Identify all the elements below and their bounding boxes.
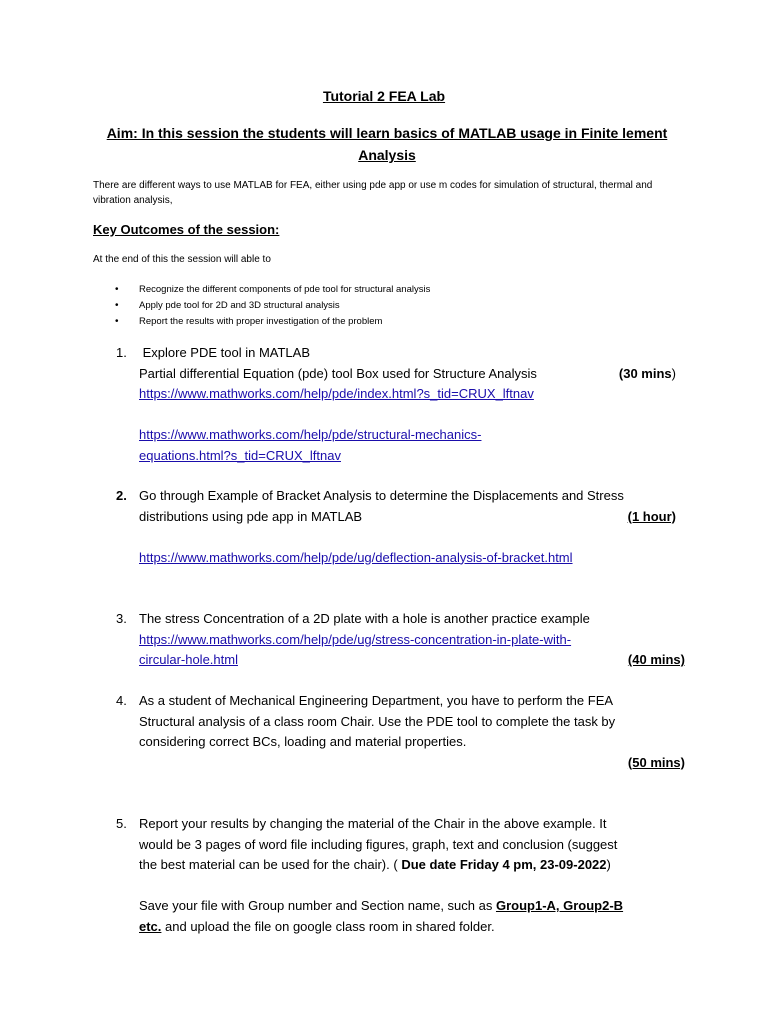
task-duration: (50 mins) bbox=[627, 754, 685, 770]
outcomes-intro-line: At the end of this the session will able to bbox=[93, 254, 271, 265]
task-line: Structural analysis of a class room Chair. Use the PDE tool to complete the task by bbox=[139, 713, 616, 729]
save-instructions: Save your file with Group number and Section name, such as Group1-A, Group2-B bbox=[139, 898, 624, 913]
task-item-1 bbox=[116, 343, 676, 466]
task-line: considering correct BCs, loading and material properties. bbox=[139, 734, 467, 749]
task-line: the best material can be used for the chair). ( Due date Friday 4 pm, 23-09-2022) bbox=[139, 857, 611, 872]
structural-mechanics-link-cont[interactable]: equations.html?s_tid=CRUX_lftnav bbox=[139, 447, 341, 463]
task-line: As a student of Mechanical Engineering Department, you have to perform the FEA bbox=[139, 693, 614, 708]
task-title: Explore PDE tool in MATLAB bbox=[139, 345, 310, 360]
task-description: Partial differential Equation (pde) tool Box used for Structure Analysis bbox=[139, 365, 537, 381]
task-line: Report your results by changing the material of the Chair in the above example. It bbox=[139, 816, 607, 831]
task-number: 1. bbox=[116, 345, 127, 360]
task-number: 3. bbox=[116, 611, 127, 626]
group-example: Group1-A, Group2-B bbox=[495, 898, 624, 913]
task-title: Go through Example of Bracket Analysis to determine the Displacements and Stress bbox=[139, 488, 624, 503]
key-outcomes-heading: Key Outcomes of the session: bbox=[93, 222, 280, 237]
task-number: 5. bbox=[116, 816, 127, 831]
group-example-etc: etc. bbox=[139, 918, 162, 934]
aim-heading: Aim: In this session the students will learn basics of MATLAB usage in Finite lement Analysis bbox=[106, 125, 668, 163]
stress-concentration-link-cont[interactable]: circular-hole.html bbox=[139, 652, 238, 667]
document-title: Tutorial 2 FEA Lab bbox=[322, 88, 446, 104]
stress-concentration-link[interactable]: https://www.mathworks.com/help/pde/ug/stress-concentration-in-plate-with- bbox=[139, 631, 572, 647]
task-number: 2. bbox=[116, 488, 127, 503]
task-item-4 bbox=[116, 691, 685, 773]
task-duration: (40 mins) bbox=[627, 652, 685, 667]
task-number: 4. bbox=[116, 693, 127, 708]
task-title: The stress Concentration of a 2D plate with a hole is another practice example bbox=[139, 611, 590, 626]
outcomes-list bbox=[112, 282, 430, 330]
outcome-item: • Report the results with proper investigation of the problem bbox=[112, 314, 430, 330]
bracket-analysis-link[interactable]: https://www.mathworks.com/help/pde/ug/deflection-analysis-of-bracket.html bbox=[139, 549, 573, 565]
task-item-3 bbox=[116, 609, 685, 671]
intro-paragraph: There are different ways to use MATLAB for FEA, either using pde app or use m codes for simulation of structural, thermal and vibration analysis, bbox=[93, 180, 653, 206]
task-duration: (1 hour) bbox=[627, 508, 676, 524]
pde-docs-link[interactable]: https://www.mathworks.com/help/pde/index.html?s_tid=CRUX_lftnav bbox=[139, 386, 534, 401]
task-duration: (30 mins) bbox=[618, 365, 676, 381]
task-item-2 bbox=[116, 486, 676, 568]
task-description: distributions using pde app in MATLAB bbox=[139, 508, 363, 524]
task-item-5 bbox=[116, 814, 676, 937]
outcome-item: • Apply pde tool for 2D and 3D structural analysis bbox=[112, 298, 430, 314]
outcome-item: • Recognize the different components of pde tool for structural analysis bbox=[112, 282, 430, 298]
due-date: Due date Friday 4 pm, 23-09-2022 bbox=[401, 857, 607, 872]
task-line: would be 3 pages of word file including figures, graph, text and conclusion (suggest bbox=[139, 836, 618, 852]
structural-mechanics-link[interactable]: https://www.mathworks.com/help/pde/structural-mechanics- bbox=[139, 427, 482, 442]
save-instructions-cont: etc. and upload the file on google class room in shared folder. bbox=[139, 918, 495, 934]
